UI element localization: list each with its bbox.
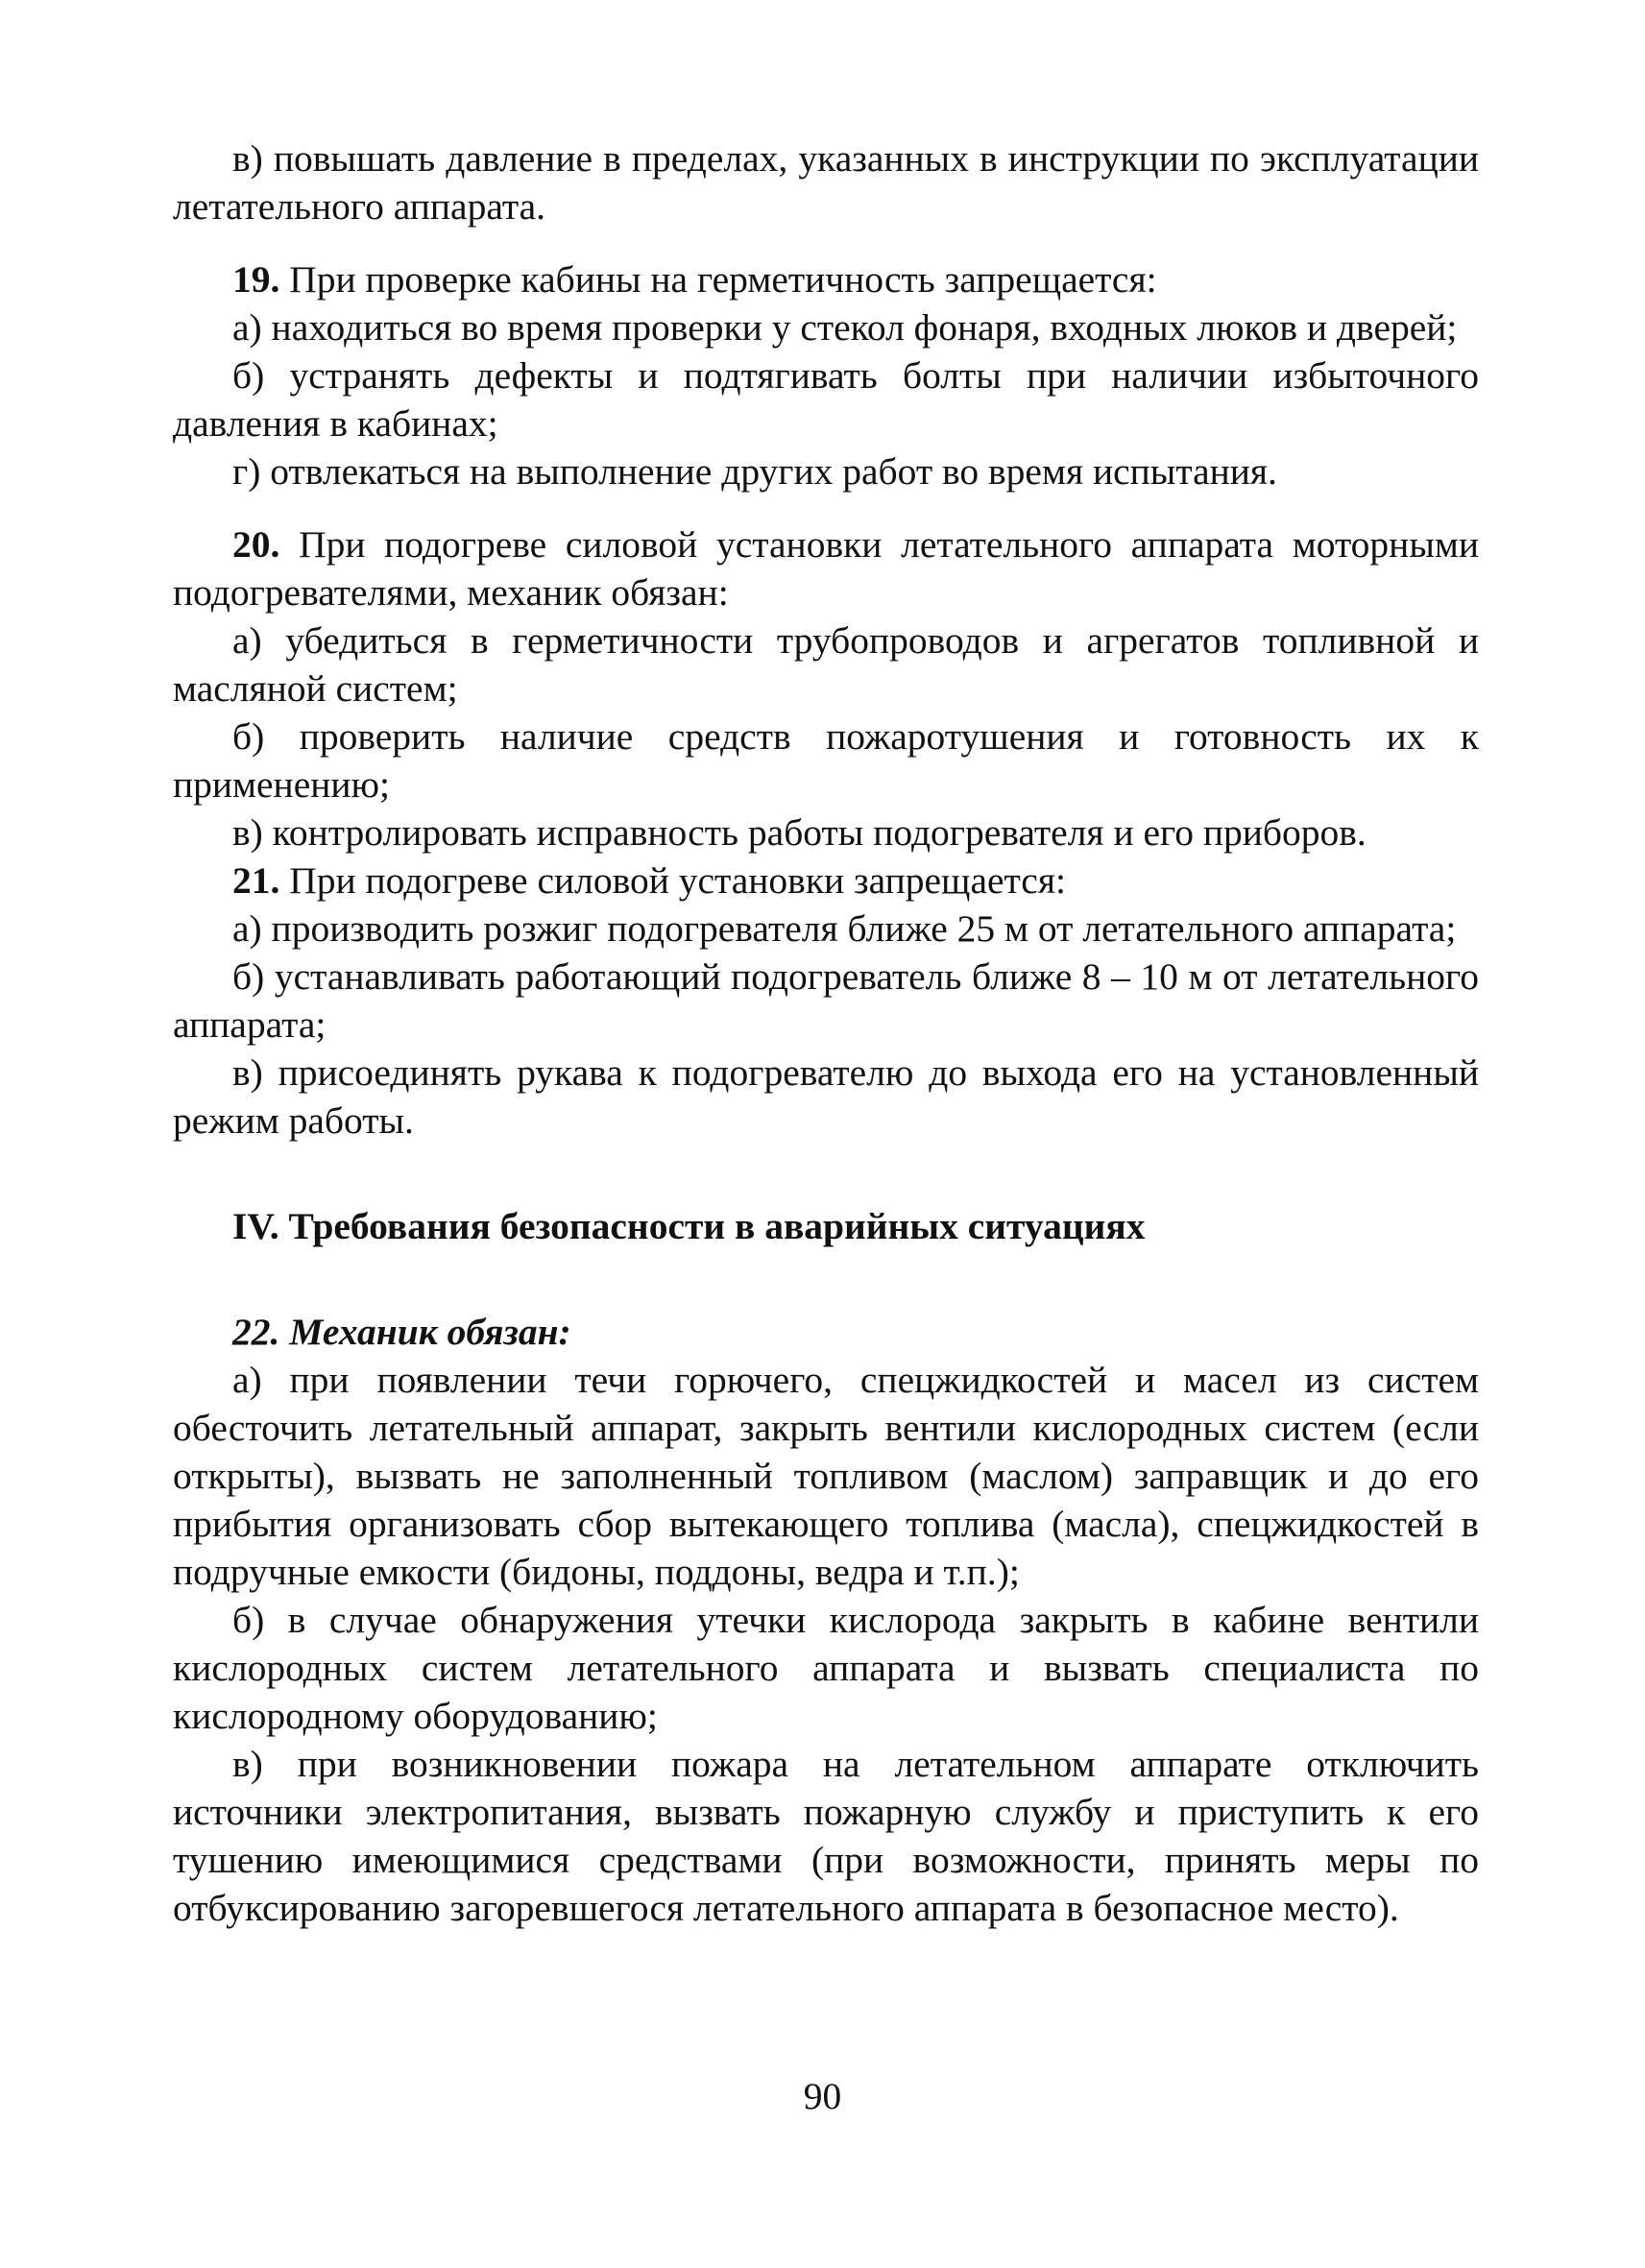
item-21-subitem-v: в) присоединять рукава к подогревателю до выхода его на установленный режим работы. — [173, 1051, 1479, 1142]
item-number: 19. — [232, 258, 280, 301]
item-text: При подогреве силовой установки запрещается: — [289, 859, 1066, 902]
item-21-paragraph — [173, 857, 1479, 905]
page-number: 90 — [803, 2075, 842, 2117]
item-number: 21. — [232, 859, 280, 902]
item-20-paragraph — [173, 520, 1479, 616]
item-22-subitem-a: а) при появлении течи горючего, спецжидкостей и масел из систем обесточить летательный аппарат, закрыть вентили кислородных систем (если открыты), вызвать не заполненный топливом (маслом) заправщик и до его прибытия организовать сбор вытекающего топлива (масла), спецжидкостей в подручные емкости (бидоны, поддоны, ведра и т.п.); — [173, 1359, 1479, 1593]
item-22-title — [173, 1308, 1479, 1356]
item-number: 22. — [232, 1311, 280, 1353]
item-20-subitem-a: а) убедиться в герметичности трубопроводов и агрегатов топливной и масляной систем; — [173, 619, 1479, 710]
item-22-subitem-b: б) в случае обнаружения утечки кислорода закрыть в кабине вентили кислородных систем летательного аппарата и вызвать специалиста по кислородному оборудованию; — [173, 1599, 1479, 1737]
item-text: При подогреве силовой установки летательного аппарата моторными подогревателями, механик обязан: — [173, 523, 1479, 614]
item-text: При проверке кабины на герметичность запрещается: — [289, 258, 1157, 301]
document-page — [173, 134, 1479, 1932]
item-21-subitem-a: а) производить розжиг подогревателя ближе 25 м от летательного аппарата; — [232, 907, 1457, 950]
item-19-subitem-g: г) отвлекаться на выполнение других работ во время испытания. — [232, 450, 1277, 493]
item-21-subitem-b: б) устанавливать работающий подогреватель ближе 8 – 10 м от летательного аппарата; — [173, 955, 1479, 1046]
item-22-subitem-v: в) при возникновении пожара на летательном аппарате отключить источники электропитания, вызвать пожарную службу и приступить к его тушению имеющимися средствами (при возможности, принять меры по отбуксированию загоревшегося летательного аппарата в безопасное место). — [173, 1743, 1479, 1929]
item-19-subitem-a: а) находиться во время проверки у стекол фонаря, входных люков и дверей; — [232, 306, 1458, 349]
item-20-subitem-b: б) проверить наличие средств пожаротушения и готовность их к применению; — [173, 715, 1479, 806]
section-heading: IV. Требования безопасности в аварийных ситуациях — [232, 1205, 1146, 1247]
item-number: 20. — [232, 523, 280, 566]
intro-paragraph: в) повышать давление в пределах, указанных в инструкции по эксплуатации летательного аппарата. — [173, 137, 1479, 228]
item-title: Механик обязан: — [289, 1311, 571, 1353]
item-20-subitem-v: в) контролировать исправность работы подогревателя и его приборов. — [232, 811, 1367, 854]
item-19-paragraph — [173, 255, 1479, 303]
item-19-subitem-b: б) устранять дефекты и подтягивать болты при наличии избыточного давления в кабинах; — [173, 354, 1479, 445]
